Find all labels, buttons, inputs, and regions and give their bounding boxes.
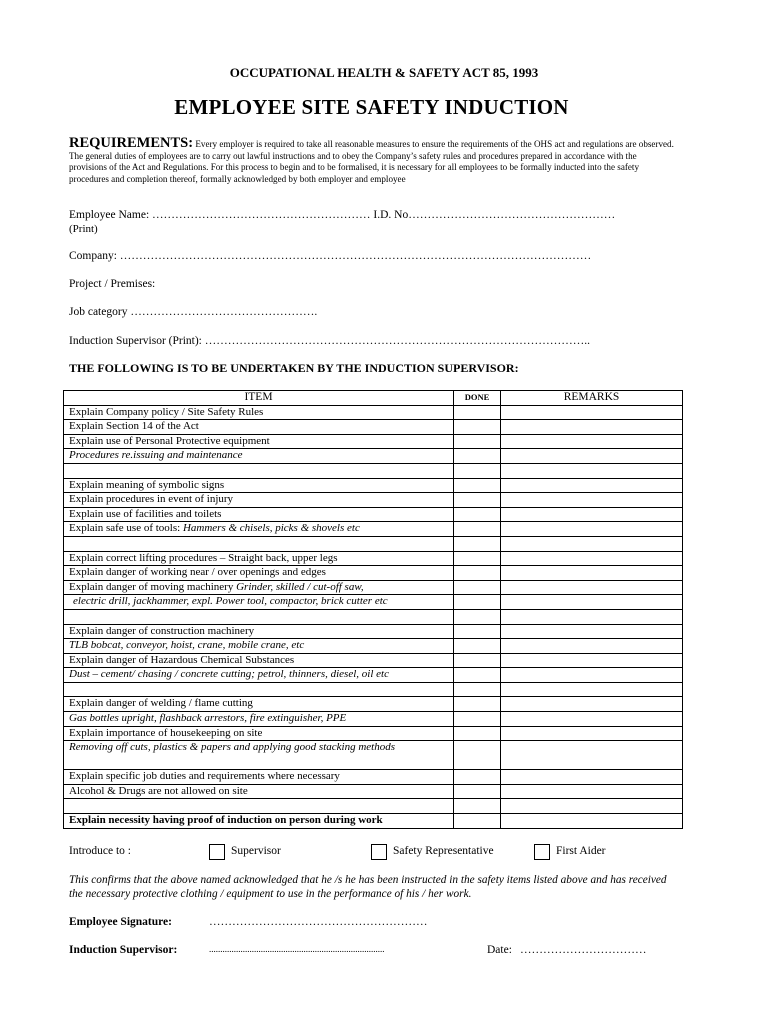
safety-representative-option-label: Safety Representative [393, 845, 494, 857]
item-cell: Explain danger of Hazardous Chemical Substances [64, 653, 454, 668]
item-cell [64, 522, 454, 537]
item-cell: Procedures re.issuing and maintenance [64, 449, 454, 464]
remarks-cell[interactable] [501, 814, 683, 829]
table-row [64, 609, 683, 624]
done-cell[interactable] [454, 405, 501, 420]
table-row [64, 639, 683, 654]
remarks-cell[interactable] [501, 449, 683, 464]
remarks-cell[interactable] [501, 434, 683, 449]
item-cell: Explain necessity having proof of induction on person during work [64, 814, 454, 829]
induction-supervisor-signature-label [69, 944, 177, 956]
remarks-column-header: REMARKS [501, 391, 683, 406]
employee-signature-line[interactable]: ………………………………………………… [209, 916, 428, 928]
table-row [64, 507, 683, 522]
item-cell: Explain danger of construction machinery [64, 624, 454, 639]
safety-representative-checkbox[interactable] [371, 844, 387, 860]
done-cell[interactable] [454, 536, 501, 551]
done-cell[interactable] [454, 478, 501, 493]
remarks-cell[interactable] [501, 639, 683, 654]
item-cell: Explain importance of housekeeping on site [64, 726, 454, 741]
remarks-cell[interactable] [501, 493, 683, 508]
item-cell: Gas bottles upright, flashback arrestors, fire extinguisher, PPE [64, 712, 454, 727]
done-cell[interactable] [454, 697, 501, 712]
table-row [64, 697, 683, 712]
item-cell: Explain correct lifting procedures – Straight back, upper legs [64, 551, 454, 566]
remarks-cell[interactable] [501, 697, 683, 712]
table-row [64, 420, 683, 435]
remarks-cell[interactable] [501, 799, 683, 814]
done-cell[interactable] [454, 493, 501, 508]
item-cell: Explain use of facilities and toilets [64, 507, 454, 522]
remarks-cell[interactable] [501, 653, 683, 668]
item-cell: Explain Company policy / Site Safety Rules [64, 405, 454, 420]
done-column-header: DONE [454, 391, 501, 406]
requirements-label: REQUIREMENTS: [69, 135, 194, 151]
job-category-field[interactable]: Job category …………………………………………. [69, 306, 318, 318]
remarks-cell[interactable] [501, 741, 683, 770]
done-cell[interactable] [454, 420, 501, 435]
induction-supervisor-field[interactable]: Induction Supervisor (Print): ……………………………………………………………………………………….. [69, 335, 590, 347]
project-field[interactable]: Project / Premises: [69, 278, 156, 290]
table-row [64, 784, 683, 799]
remarks-cell[interactable] [501, 405, 683, 420]
remarks-cell[interactable] [501, 580, 683, 595]
table-row [64, 770, 683, 785]
date-label: Date: [487, 944, 512, 956]
item-cell [64, 463, 454, 478]
remarks-cell[interactable] [501, 609, 683, 624]
table-row [64, 463, 683, 478]
done-cell[interactable] [454, 814, 501, 829]
company-field[interactable]: Company: …………………………………………………………………………………………………………… [69, 250, 592, 262]
done-cell[interactable] [454, 522, 501, 537]
print-note: (Print) [69, 223, 98, 235]
done-cell[interactable] [454, 463, 501, 478]
item-column-header: ITEM [64, 391, 454, 406]
table-row [64, 624, 683, 639]
done-cell[interactable] [454, 434, 501, 449]
done-cell[interactable] [454, 726, 501, 741]
remarks-cell[interactable] [501, 624, 683, 639]
done-cell[interactable] [454, 712, 501, 727]
remarks-cell[interactable] [501, 463, 683, 478]
item-cell: electric drill, jackhammer, expl. Power tool, compactor, brick cutter etc [64, 595, 454, 610]
item-cell: Explain danger of welding / flame cutting [64, 697, 454, 712]
item-cell: Alcohol & Drugs are not allowed on site [64, 784, 454, 799]
induction-supervisor-signature-label-text: Induction Supervisor: [69, 944, 178, 956]
induction-checklist-table [63, 390, 683, 829]
act-heading: OCCUPATIONAL HEALTH & SAFETY ACT 85, 1993 [229, 65, 539, 80]
item-cell: TLB bobcat, conveyor, hoist, crane, mobile crane, etc [64, 639, 454, 654]
item-cell [64, 536, 454, 551]
table-row [64, 551, 683, 566]
date-line[interactable]: …………………………… [520, 944, 647, 956]
table-row [64, 566, 683, 581]
table-row [64, 741, 683, 770]
done-cell[interactable] [454, 741, 501, 770]
remarks-cell[interactable] [501, 566, 683, 581]
table-row [64, 712, 683, 727]
done-cell[interactable] [454, 580, 501, 595]
table-row [64, 799, 683, 814]
employee-name-field[interactable]: Employee Name: ………………………………………………… I.D. No……………………………………………… [69, 209, 616, 221]
remarks-cell[interactable] [501, 668, 683, 683]
remarks-cell[interactable] [501, 478, 683, 493]
item-cell: Explain meaning of symbolic signs [64, 478, 454, 493]
remarks-cell[interactable] [501, 784, 683, 799]
table-row [64, 814, 683, 829]
item-cell: Explain specific job duties and requirements where necessary [64, 770, 454, 785]
introduce-to-label: Introduce to : [69, 845, 131, 857]
section-title: THE FOLLOWING IS TO BE UNDERTAKEN BY THE INDUCTION SUPERVISOR: [69, 361, 519, 375]
table-row [64, 449, 683, 464]
remarks-cell[interactable] [501, 682, 683, 697]
table-row [64, 682, 683, 697]
table-row [64, 434, 683, 449]
done-cell[interactable] [454, 624, 501, 639]
remarks-cell[interactable] [501, 536, 683, 551]
item-cell [64, 609, 454, 624]
remarks-cell[interactable] [501, 551, 683, 566]
item-cell: Removing off cuts, plastics & papers and applying good stacking methods [64, 741, 454, 770]
done-cell[interactable] [454, 449, 501, 464]
done-cell[interactable] [454, 682, 501, 697]
item-cell: Explain Section 14 of the Act [64, 420, 454, 435]
remarks-cell[interactable] [501, 595, 683, 610]
item-cell: Explain danger of working near / over openings and edges [64, 566, 454, 581]
remarks-cell[interactable] [501, 522, 683, 537]
table-row [64, 405, 683, 420]
remarks-cell[interactable] [501, 507, 683, 522]
table-row [64, 493, 683, 508]
table-row [64, 653, 683, 668]
item-detail: Hammers & chisels, picks & shovels etc [182, 522, 360, 535]
requirements-text: Every employer is required to take all reasonable measures to ensure the requirements of the OHS act and regulations are observed. The general duties of employees are to carry out lawful instructions and to obey the Company’s safety rules and procedures prepared in accordance with the provisions of the Act and Regulations. For this process to begin and to be formalised, it is necessary for all employees to be formally inducted into the safety procedures and completion thereof, formally acknowledged by both employer and employee [69, 139, 674, 184]
form-title: EMPLOYEE SITE SAFETY INDUCTION [174, 95, 569, 119]
item-cell: Explain procedures in event of injury [64, 493, 454, 508]
table-row [64, 595, 683, 610]
table-row [64, 726, 683, 741]
remarks-cell[interactable] [501, 420, 683, 435]
item-cell: Dust – cement/ chasing / concrete cutting; petrol, thinners, diesel, oil etc [64, 668, 454, 683]
item-cell [64, 799, 454, 814]
done-cell[interactable] [454, 639, 501, 654]
remarks-cell[interactable] [501, 770, 683, 785]
table-row [64, 580, 683, 595]
item-cell [64, 682, 454, 697]
item-text: Explain safe use of tools: [69, 522, 181, 535]
remarks-cell[interactable] [501, 726, 683, 741]
done-cell[interactable] [454, 551, 501, 566]
item-cell: Explain use of Personal Protective equipment [64, 434, 454, 449]
done-cell[interactable] [454, 799, 501, 814]
confirmation-statement: This confirms that the above named acknowledged that he /s he has been instructed in the safety items listed above and has received the necessary protective clothing / equipment to use in the performance of his / her work. [69, 874, 667, 900]
done-cell[interactable] [454, 653, 501, 668]
table-row [64, 668, 683, 683]
done-cell[interactable] [454, 770, 501, 785]
done-cell[interactable] [454, 784, 501, 799]
employee-signature-label [69, 916, 172, 928]
done-cell[interactable] [454, 668, 501, 683]
supervisor-checkbox[interactable] [209, 844, 225, 860]
first-aider-option-label: First Aider [556, 845, 606, 857]
remarks-cell[interactable] [501, 712, 683, 727]
done-cell[interactable] [454, 609, 501, 624]
item-cell [64, 580, 454, 595]
table-header-row [64, 391, 683, 406]
table-row [64, 536, 683, 551]
item-text: Explain danger of moving machinery [69, 580, 234, 593]
requirements-block [69, 135, 674, 185]
table-row [64, 522, 683, 537]
first-aider-checkbox[interactable] [534, 844, 550, 860]
done-cell[interactable] [454, 595, 501, 610]
table-row [64, 478, 683, 493]
employee-signature-label-text: Employee Signature: [69, 916, 172, 928]
induction-supervisor-signature-line[interactable]: .............................................................................. [209, 944, 385, 954]
item-detail: Grinder, skilled / cut-off saw, [236, 580, 364, 593]
supervisor-option-label: Supervisor [231, 845, 281, 857]
done-cell[interactable] [454, 507, 501, 522]
done-cell[interactable] [454, 566, 501, 581]
